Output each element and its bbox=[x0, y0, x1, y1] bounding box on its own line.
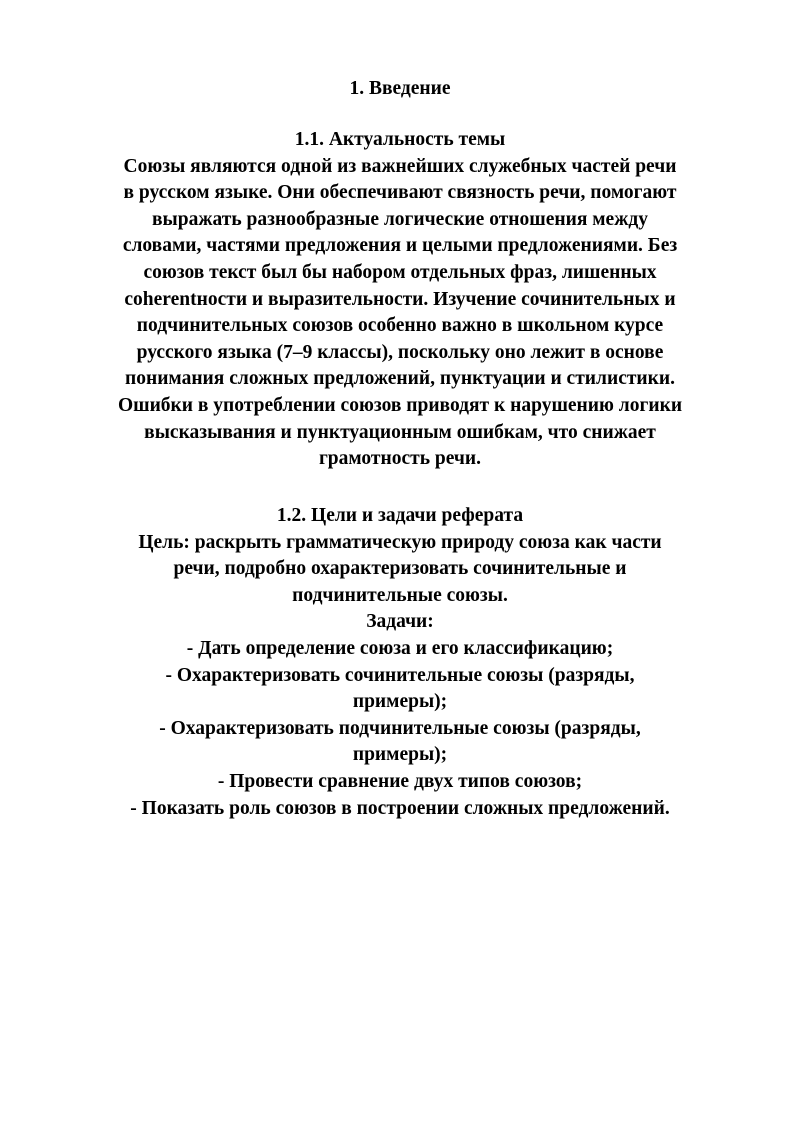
actuality-heading: 1.1. Актуальность темы bbox=[294, 129, 506, 150]
goal-line: подчинительные союзы. bbox=[292, 584, 508, 606]
paragraph-line: подчинительных союзов особенно важно в школьном курсе bbox=[136, 315, 664, 337]
task-item: - Дать определение союза и его классификацию; bbox=[186, 637, 614, 659]
paragraph-line: союзов текст был бы набором отдельных фраз, лишенных bbox=[143, 261, 657, 283]
task-item: - Охарактеризовать сочинительные союзы (разряды, bbox=[165, 664, 635, 686]
goals-heading: 1.2. Цели и задачи реферата bbox=[276, 505, 524, 526]
actuality-section bbox=[100, 127, 700, 473]
intro-section bbox=[100, 76, 700, 103]
paragraph-line: в русском языке. Они обеспечивают связность речи, помогают bbox=[123, 182, 677, 204]
task-item: - Провести сравнение двух типов союзов; bbox=[217, 770, 583, 792]
task-item: примеры); bbox=[352, 691, 448, 713]
paragraph-line: понимания сложных предложений, пунктуации и стилистики. bbox=[124, 368, 676, 390]
tasks-heading: Задачи: bbox=[366, 611, 434, 633]
task-item: - Охарактеризовать подчинительные союзы (разряды, bbox=[159, 717, 641, 739]
task-item: примеры); bbox=[352, 744, 448, 766]
intro-heading: 1. Введение bbox=[349, 78, 451, 99]
paragraph-line: русского языка (7–9 классы), поскольку оно лежит в основе bbox=[136, 341, 664, 363]
paragraph-line: высказывания и пунктуационным ошибкам, что снижает bbox=[144, 421, 656, 443]
goal-line: речи, подробно охарактеризовать сочинительные и bbox=[173, 558, 627, 580]
paragraph-line: Ошибки в употреблении союзов приводят к нарушению логики bbox=[117, 394, 683, 416]
goal-line: Цель: раскрыть грамматическую природу союза как части bbox=[138, 531, 662, 553]
paragraph-line: словами, частями предложения и целыми предложениями. Без bbox=[122, 235, 678, 257]
task-item: - Показать роль союзов в построении сложных предложений. bbox=[130, 797, 670, 819]
goals-section bbox=[100, 503, 700, 822]
paragraph-line: выражать разнообразные логические отношения между bbox=[152, 208, 648, 230]
paragraph-line: грамотность речи. bbox=[318, 448, 482, 470]
paragraph-line: Союзы являются одной из важнейших служебных частей речи bbox=[123, 155, 677, 177]
paragraph-line: coherentности и выразительности. Изучение сочинительных и bbox=[124, 288, 676, 310]
